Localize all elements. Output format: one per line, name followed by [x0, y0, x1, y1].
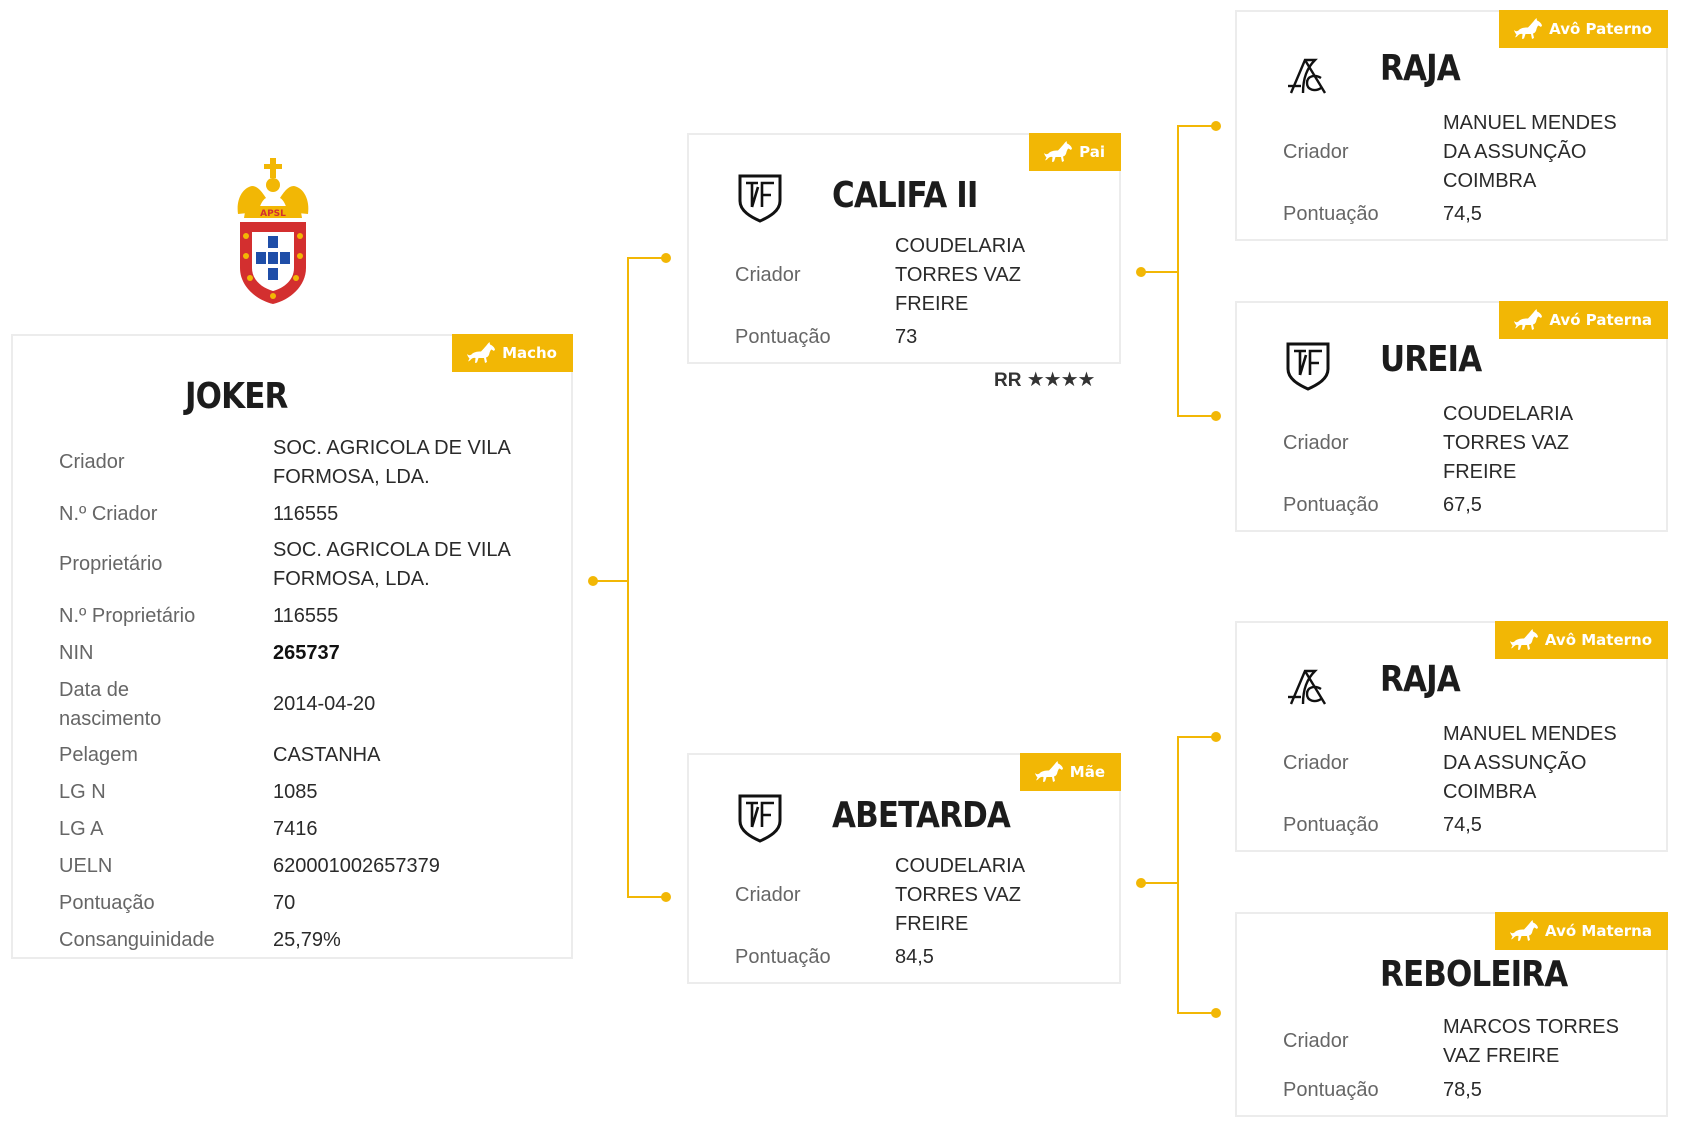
pontuacao-value: 73: [895, 326, 918, 348]
pontuacao-label: Pontuação: [735, 946, 831, 968]
row-value: 116555: [273, 503, 339, 525]
criador-value: COUDELARIA TORRES VAZ FREIRE: [895, 235, 1026, 315]
paternal-grandfather-card[interactable]: [1235, 10, 1668, 241]
connector-dot: [661, 892, 671, 902]
criador-label: Criador: [1283, 141, 1349, 163]
badge-label: Macho: [502, 344, 557, 362]
subject-horse-card: [11, 334, 573, 959]
horse-icon: [1509, 628, 1539, 652]
row-label: N.º Proprietário: [59, 605, 196, 627]
row-value: SOC. AGRICOLA DE VILA FORMOSA, LDA.: [273, 437, 511, 488]
star-icon: ★★★★: [1026, 367, 1095, 391]
row-label: Consanguinidade: [59, 929, 215, 951]
row-value: 25,79%: [273, 929, 341, 951]
connector-dot: [661, 253, 671, 263]
criador-value: COUDELARIA TORRES VAZ FREIRE: [1443, 403, 1574, 483]
row-label: LG N: [59, 781, 106, 803]
tvf-shield-icon: [737, 793, 783, 843]
row-label: Criador: [59, 451, 125, 473]
row-value: 2014-04-20: [273, 693, 376, 715]
relation-badge: Avó Materna: [1495, 912, 1668, 950]
pontuacao-value: 74,5: [1443, 814, 1482, 836]
criador-label: Criador: [1283, 1030, 1349, 1052]
row-label: LG A: [59, 818, 104, 840]
horse-name: REBOLEIRA: [1380, 954, 1568, 995]
mma-brand-icon: [1285, 667, 1331, 707]
pontuacao-label: Pontuação: [1283, 1079, 1379, 1101]
connector-dot: [1211, 121, 1221, 131]
horse-icon: [1034, 760, 1064, 784]
horse-name: JOKER: [185, 376, 288, 417]
rating-label: RR: [994, 370, 1022, 391]
horse-icon: [1513, 308, 1543, 332]
relation-badge: Avô Materno: [1495, 621, 1668, 659]
connector-dot: [1211, 732, 1221, 742]
mma-brand-icon: [1285, 56, 1331, 96]
row-label: Pelagem: [59, 744, 138, 766]
connector-dot: [1211, 411, 1221, 421]
horse-name: RAJA: [1380, 48, 1460, 89]
pontuacao-label: Pontuação: [735, 326, 831, 348]
svg-text:APSL: APSL: [260, 209, 286, 219]
connector-dot: [1211, 1008, 1221, 1018]
horse-icon: [1043, 140, 1073, 164]
relation-badge: Mãe: [1020, 753, 1121, 791]
maternal-grandfather-card[interactable]: [1235, 621, 1668, 852]
apsl-crest-icon: [232, 156, 314, 306]
row-value: 116555: [273, 605, 339, 627]
criador-label: Criador: [735, 884, 801, 906]
row-label: Pontuação: [59, 892, 155, 914]
horse-name: ABETARDA: [832, 795, 1011, 836]
horse-icon: [466, 341, 496, 365]
row-label: Data de nascimento: [59, 679, 162, 730]
row-value: SOC. AGRICOLA DE VILA FORMOSA, LDA.: [273, 539, 511, 590]
horse-name: CALIFA II: [832, 175, 978, 216]
pontuacao-value: 67,5: [1443, 494, 1482, 516]
row-label: NIN: [59, 642, 94, 664]
sire-card[interactable]: [687, 133, 1121, 364]
nin-value: 265737: [273, 642, 340, 664]
pontuacao-label: Pontuação: [1283, 814, 1379, 836]
criador-label: Criador: [1283, 432, 1349, 454]
pontuacao-label: Pontuação: [1283, 203, 1379, 225]
row-value: 620001002657379: [273, 855, 440, 877]
dam-card[interactable]: [687, 753, 1121, 984]
criador-value: MARCOS TORRES VAZ FREIRE: [1443, 1016, 1619, 1067]
pontuacao-value: 78,5: [1443, 1079, 1482, 1101]
criador-value: COUDELARIA TORRES VAZ FREIRE: [895, 855, 1026, 935]
maternal-grandmother-card[interactable]: [1235, 912, 1668, 1117]
row-label: UELN: [59, 855, 113, 877]
sex-badge: [452, 334, 573, 372]
tvf-shield-icon: [1285, 341, 1331, 391]
horse-icon: [1513, 17, 1543, 41]
paternal-grandmother-card[interactable]: [1235, 301, 1668, 532]
relation-badge: Avó Paterna: [1499, 301, 1668, 339]
horse-name: RAJA: [1380, 659, 1460, 700]
horse-name: UREIA: [1380, 339, 1482, 380]
pontuacao-label: Pontuação: [1283, 494, 1379, 516]
tvf-shield-icon: [737, 173, 783, 223]
criador-value: MANUEL MENDES DA ASSUNÇÃO COIMBRA: [1443, 112, 1617, 192]
row-value: CASTANHA: [273, 744, 381, 766]
criador-label: Criador: [1283, 752, 1349, 774]
row-label: Proprietário: [59, 553, 163, 575]
criador-value: MANUEL MENDES DA ASSUNÇÃO COIMBRA: [1443, 723, 1617, 803]
horse-icon: [1509, 919, 1539, 943]
pontuacao-value: 84,5: [895, 946, 934, 968]
criador-label: Criador: [735, 264, 801, 286]
pontuacao-value: 74,5: [1443, 203, 1482, 225]
relation-badge: Pai: [1029, 133, 1121, 171]
rating: [994, 367, 1094, 392]
row-value: 70: [273, 892, 296, 914]
relation-badge: Avô Paterno: [1499, 10, 1668, 48]
row-label: N.º Criador: [59, 503, 158, 525]
row-value: 1085: [273, 781, 318, 803]
row-value: 7416: [273, 818, 318, 840]
